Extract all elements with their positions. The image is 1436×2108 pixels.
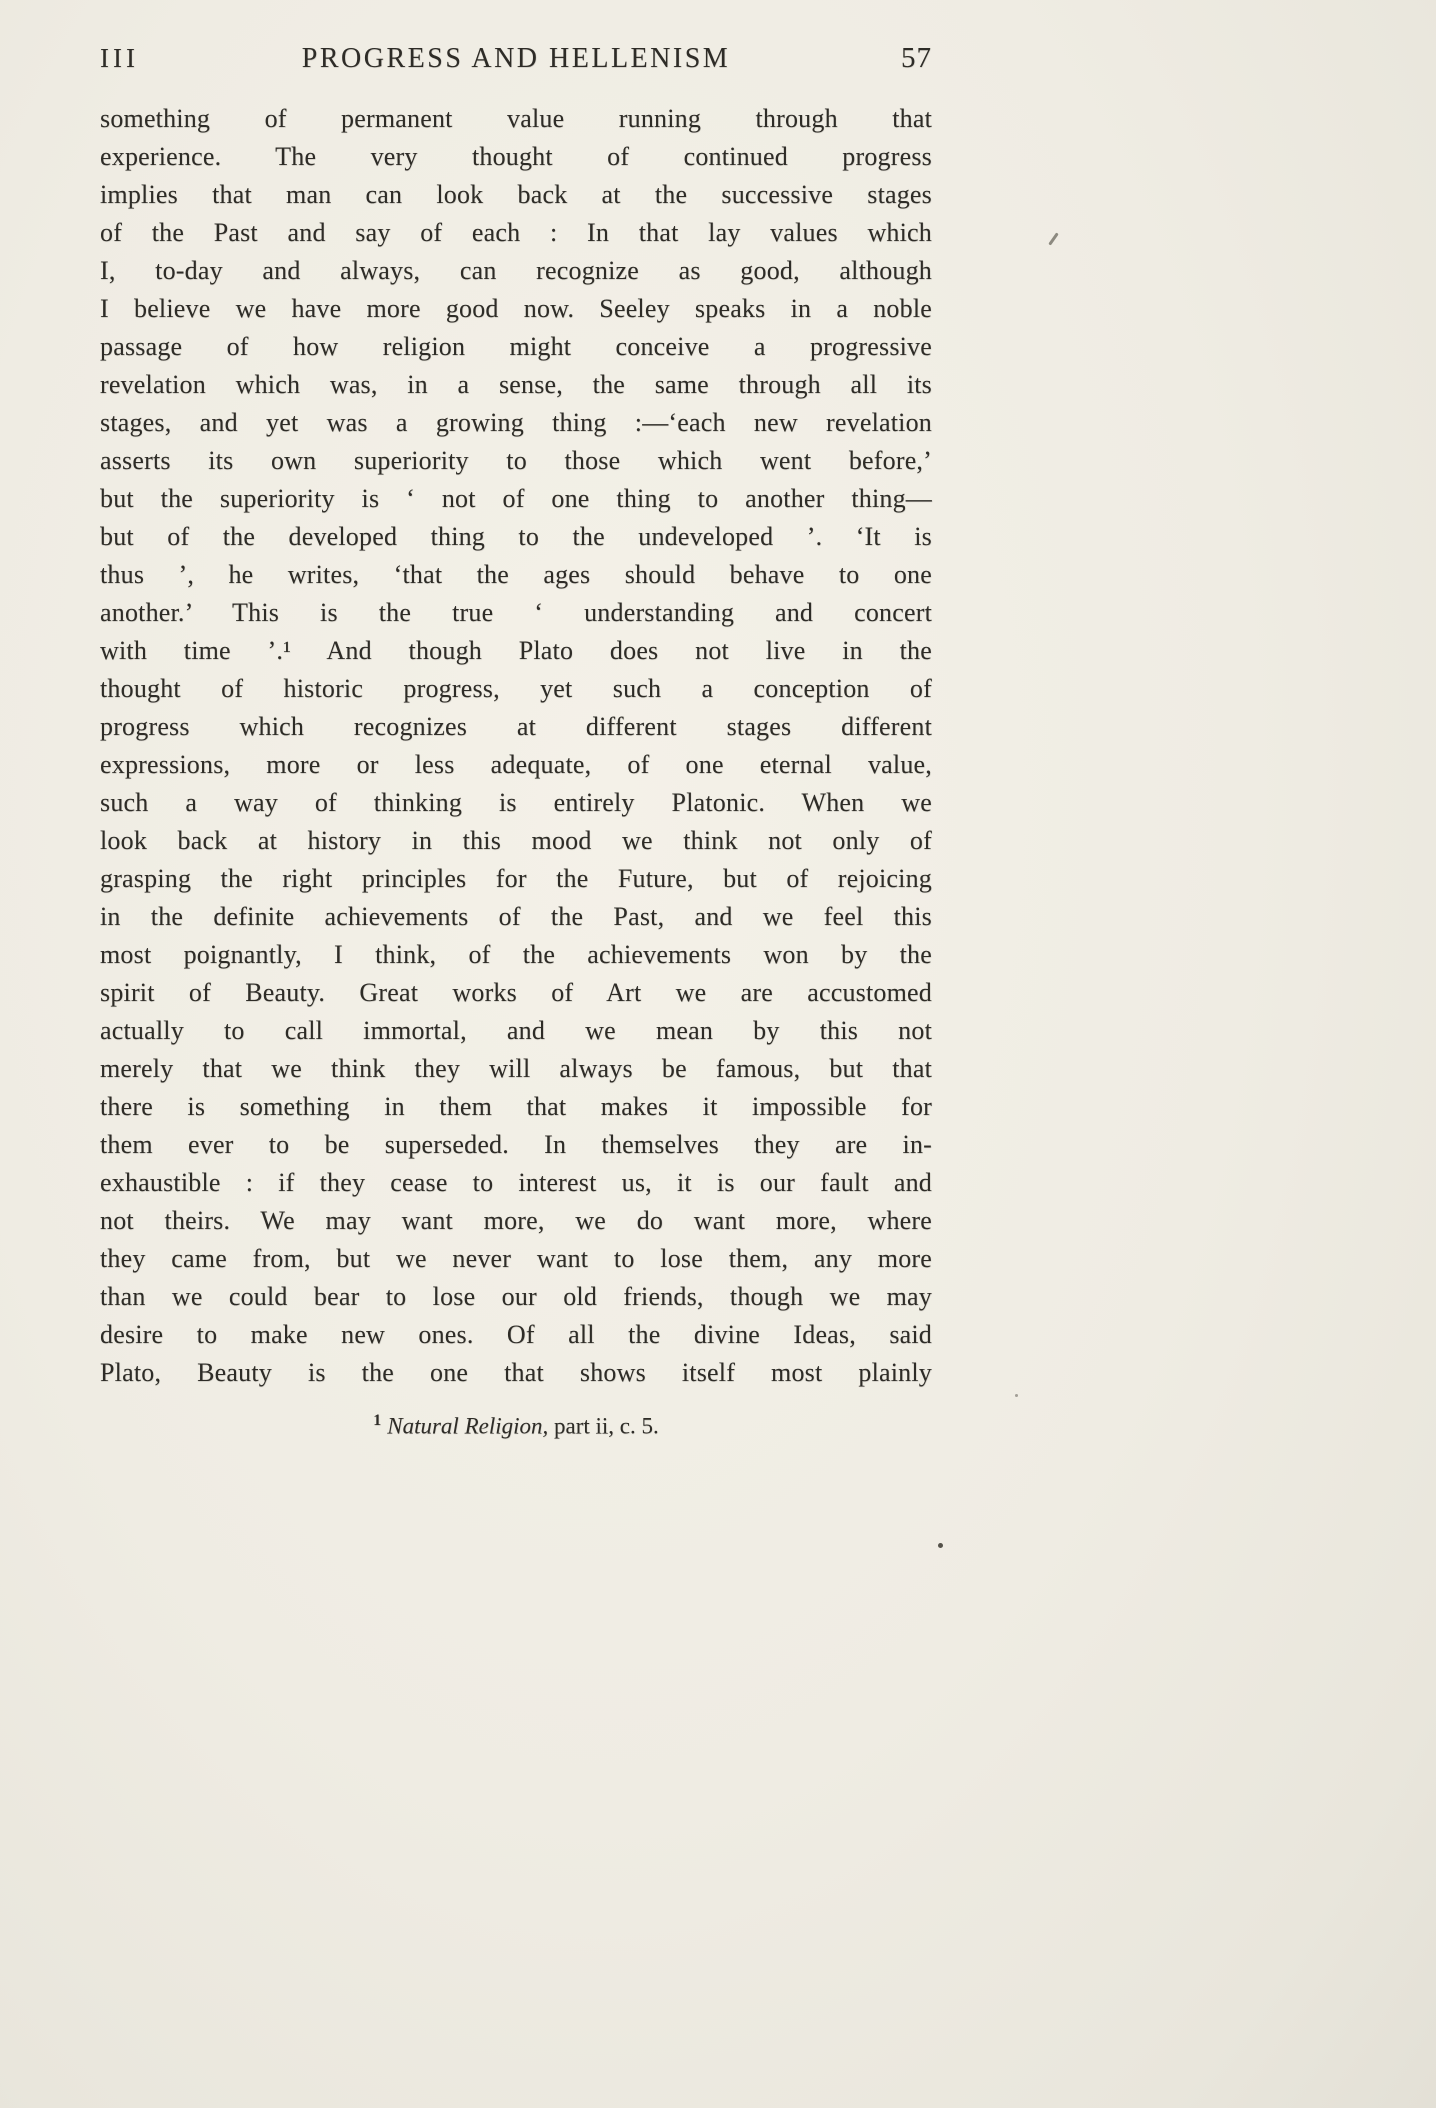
footnote-marker: 1 bbox=[373, 1412, 382, 1429]
text-line: there is something in them that makes it impossible for bbox=[100, 1092, 932, 1121]
text-line: implies that man can look back at the successive stages bbox=[100, 180, 932, 209]
text-line: merely that we think they will always be famous, but that bbox=[100, 1054, 932, 1083]
text-line: asserts its own superiority to those which went before,’ bbox=[100, 446, 932, 475]
text-line: grasping the right principles for the Future, but of rejoicing bbox=[100, 864, 932, 893]
text-line: in the definite achievements of the Past, and we feel this bbox=[100, 902, 932, 931]
footnote-text: part ii, c. 5. bbox=[548, 1413, 659, 1439]
text-line: revelation which was, in a sense, the same through all its bbox=[100, 370, 932, 399]
page-number: 57 bbox=[901, 42, 932, 74]
footnote-title: Natural Religion, bbox=[387, 1413, 549, 1439]
text-line: of the Past and say of each : In that lay values which bbox=[100, 218, 932, 247]
text-line: experience. The very thought of continued progress bbox=[100, 142, 932, 171]
text-line: most poignantly, I think, of the achievements won by the bbox=[100, 940, 932, 969]
chapter-numeral: III bbox=[100, 43, 139, 73]
text-line: actually to call immortal, and we mean by this not bbox=[100, 1016, 932, 1045]
scan-artifact bbox=[1015, 1394, 1018, 1397]
footnote bbox=[100, 1412, 932, 1440]
text-line: look back at history in this mood we think not only of bbox=[100, 826, 932, 855]
text-line: expressions, more or less adequate, of one eternal value, bbox=[100, 750, 932, 779]
text-line: them ever to be superseded. In themselves they are in- bbox=[100, 1130, 932, 1159]
text-line: with time ’.¹ And though Plato does not live in the bbox=[100, 636, 932, 665]
text-line: stages, and yet was a growing thing :—‘each new revelation bbox=[100, 408, 932, 437]
text-line: I believe we have more good now. Seeley speaks in a noble bbox=[100, 294, 932, 323]
text-line: desire to make new ones. Of all the divine Ideas, said bbox=[100, 1320, 932, 1349]
text-line: thus ’, he writes, ‘that the ages should behave to one bbox=[100, 560, 932, 589]
scan-artifact bbox=[1048, 232, 1058, 245]
text-line: I, to-day and always, can recognize as good, although bbox=[100, 256, 932, 285]
body-text bbox=[100, 100, 932, 1392]
text-line: progress which recognizes at different stages different bbox=[100, 712, 932, 741]
running-title: PROGRESS AND HELLENISM bbox=[301, 43, 731, 74]
text-line: not theirs. We may want more, we do want more, where bbox=[100, 1206, 932, 1235]
text-line: another.’ This is the true ‘ understanding and concert bbox=[100, 598, 932, 627]
text-line: Plato, Beauty is the one that shows itself most plainly bbox=[100, 1358, 932, 1387]
scan-artifact bbox=[938, 1543, 943, 1548]
text-line: spirit of Beauty. Great works of Art we are accustomed bbox=[100, 978, 932, 1007]
text-line: something of permanent value running through that bbox=[100, 104, 932, 133]
text-line: but the superiority is ‘ not of one thing to another thing— bbox=[100, 484, 932, 513]
text-line: than we could bear to lose our old friends, though we may bbox=[100, 1282, 932, 1311]
text-line: passage of how religion might conceive a progressive bbox=[100, 332, 932, 361]
text-line: such a way of thinking is entirely Platonic. When we bbox=[100, 788, 932, 817]
text-line: but of the developed thing to the undeveloped ’. ‘It is bbox=[100, 522, 932, 551]
text-line: thought of historic progress, yet such a conception of bbox=[100, 674, 932, 703]
page-header bbox=[100, 42, 932, 75]
text-line: exhaustible : if they cease to interest us, it is our fault and bbox=[100, 1168, 932, 1197]
text-line: they came from, but we never want to lose them, any more bbox=[100, 1244, 932, 1273]
